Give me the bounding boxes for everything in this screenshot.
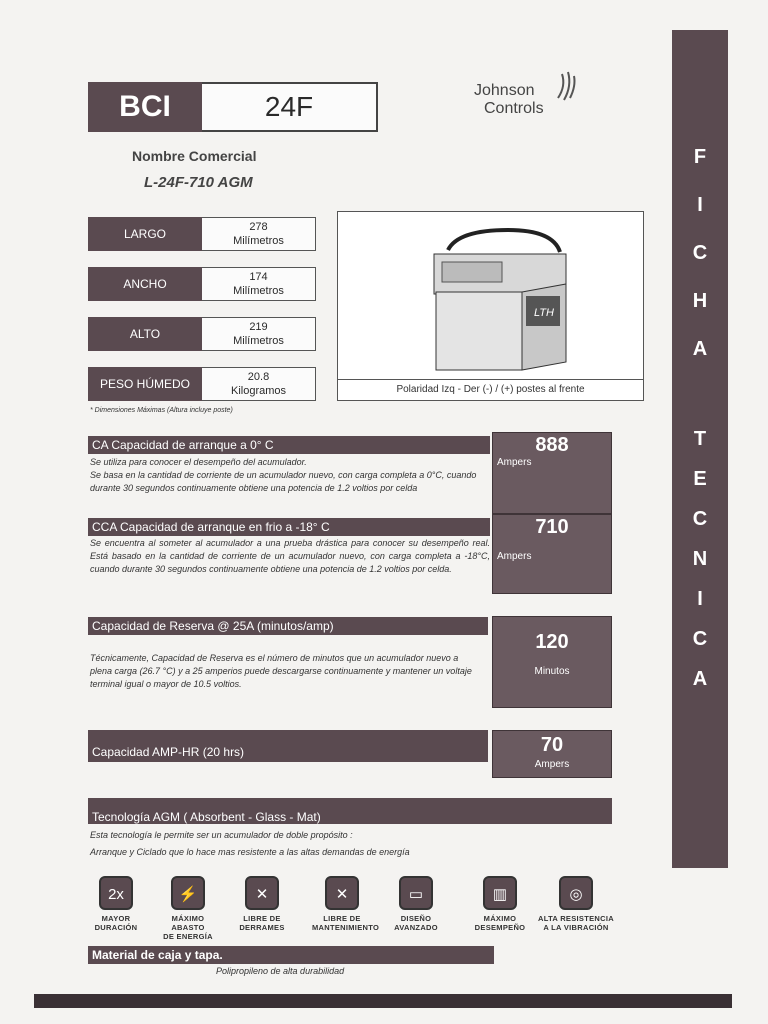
dim-label-peso: PESO HÚMEDO [88, 367, 202, 401]
dim-value-largo [202, 217, 316, 251]
dim-value-ancho [202, 267, 316, 301]
feature-label: DURACIÓN [94, 923, 138, 932]
brand-logo [470, 82, 590, 122]
ca-title: CA Capacidad de arranque a 0° C [88, 436, 490, 454]
dim-value-peso [202, 367, 316, 401]
cca-description: Se encuentra al someter al acumulador a una prueba drástica para conocer su desempeño real. Está basado en la cantidad de corriente de un acumulador nuevo, con carga completa a -18°C, cuando durante 30 segundos continuamente obtiene una potencia de 1.2 voltios por celda. [90, 538, 490, 574]
dim-label-largo: LARGO [88, 217, 202, 251]
feature-mayor-duracion [86, 876, 146, 932]
bottom-rule [34, 994, 732, 1008]
dim-label-alto: ALTO [88, 317, 202, 351]
feature-resistencia-vibracion [536, 876, 616, 932]
dim-unit: Milímetros [233, 285, 284, 297]
feature-diseno-avanzado [386, 876, 446, 932]
dim-number: 174 [249, 271, 268, 283]
side-letter: I [697, 194, 703, 216]
ca-description [90, 456, 490, 495]
feature-label: DERRAMES [239, 923, 285, 932]
commercial-label: Nombre Comercial [132, 148, 257, 164]
feature-libre-derrames [232, 876, 292, 932]
no-spill-icon: ✕ [245, 876, 279, 910]
feature-label: MÁXIMO ABASTO [171, 914, 205, 932]
feature-label: AVANZADO [394, 923, 438, 932]
ca-value-box [492, 432, 612, 514]
brand-swirl-icon [554, 68, 578, 104]
side-letter: I [697, 588, 703, 610]
feature-label: ALTA RESISTENCIA [538, 914, 614, 923]
side-letter: C [692, 628, 708, 650]
commercial-name: L-24F-710 AGM [144, 174, 253, 191]
amphr-title: Capacidad AMP-HR (20 hrs) [88, 730, 488, 762]
reserve-title: Capacidad de Reserva @ 25A (minutos/amp) [88, 617, 488, 635]
reserve-unit: Minutos [534, 666, 570, 677]
battery-image [338, 212, 643, 382]
side-letter: A [692, 668, 708, 690]
feature-maximo-desempeno [470, 876, 530, 932]
dim-label-ancho: ANCHO [88, 267, 202, 301]
feature-label: LIBRE DE [243, 914, 281, 923]
feature-label: LIBRE DE [323, 914, 361, 923]
reserve-value: 120 [535, 631, 569, 653]
polarity-bar: Polaridad Izq - Der (-) / (+) postes al frente [338, 379, 643, 400]
amphr-value: 70 [540, 734, 564, 756]
material-description: Polipropileno de alta durabilidad [216, 966, 345, 976]
dim-number: 219 [249, 321, 268, 333]
product-photo-frame [337, 211, 644, 401]
side-letter: N [692, 548, 708, 570]
performance-icon: ▥ [483, 876, 517, 910]
svg-text:LTH: LTH [534, 307, 554, 319]
feature-maximo-abasto [158, 876, 218, 941]
battery-design-icon: ▭ [399, 876, 433, 910]
reserve-value-box [492, 616, 612, 708]
amphr-value-box [492, 730, 612, 778]
side-letter: E [693, 468, 707, 490]
cca-value-box [492, 514, 612, 594]
dim-unit: Milímetros [233, 335, 284, 347]
feature-libre-mantenimiento [312, 876, 380, 932]
ca-desc-line2: Se basa en la cantidad de corriente de un acumulador nuevo, con carga completa a 0°C, cuando durante 30 segundos continuamente obtiene una potencia de 1.2 voltios por celda [90, 470, 477, 493]
dim-number: 278 [249, 221, 268, 233]
amphr-unit: Ampers [534, 759, 570, 770]
dim-unit: Kilogramos [230, 385, 287, 397]
cca-title: CCA Capacidad de arranque en frio a -18° C [88, 518, 490, 536]
tech-desc-line1: Esta tecnología le permite ser un acumulador de doble propósito : [90, 830, 353, 840]
double-life-icon: 2x [99, 876, 133, 910]
material-title: Material de caja y tapa. [88, 946, 494, 964]
cca-value: 710 [535, 516, 569, 538]
model-box: 24F [202, 82, 378, 132]
ca-unit: Ampers [497, 457, 532, 468]
dim-value-alto [202, 317, 316, 351]
side-letter: C [692, 242, 708, 264]
vibration-icon: ◎ [559, 876, 593, 910]
lightning-icon: ⚡ [171, 876, 205, 910]
feature-label: MÁXIMO [483, 914, 517, 923]
side-letter: C [692, 508, 708, 530]
ca-desc-line1: Se utiliza para conocer el desempeño del acumulador. [90, 457, 307, 467]
reserve-description: Técnicamente, Capacidad de Reserva es el número de minutos que un acumulador nuevo a plena carga (26.7 °C) y a 25 amperios puede descargarse continuamente y mantener un voltaje terminal igual o mayor de 10.5 voltios. [90, 653, 472, 689]
cca-unit: Ampers [497, 551, 532, 562]
side-letter: F [693, 146, 707, 168]
tech-description [90, 829, 610, 859]
dim-number: 20.8 [247, 371, 270, 383]
brand-line1: Johnson [474, 82, 535, 99]
dimensions-note: * Dimensiones Máximas (Altura incluye poste) [90, 407, 233, 414]
feature-label: DE ENERGÍA [163, 932, 213, 941]
brand-line2: Controls [484, 100, 544, 117]
no-maintenance-icon: ✕ [325, 876, 359, 910]
feature-label: MANTENIMIENTO [312, 923, 380, 932]
feature-label: A LA VIBRACIÓN [543, 923, 609, 932]
side-letter: H [692, 290, 708, 312]
ca-value: 888 [535, 434, 569, 456]
side-letter: A [692, 338, 708, 360]
tech-title: Tecnología AGM ( Absorbent - Glass - Mat) [88, 798, 612, 824]
feature-label: DESEMPEÑO [474, 923, 526, 932]
side-letter: T [693, 428, 707, 450]
dim-unit: Milímetros [233, 235, 284, 247]
feature-label: DISEÑO [400, 914, 432, 923]
bci-label: BCI [88, 82, 202, 132]
feature-label: MAYOR [101, 914, 131, 923]
tech-desc-line2: Arranque y Ciclado que lo hace mas resistente a las altas demandas de energía [90, 847, 410, 857]
